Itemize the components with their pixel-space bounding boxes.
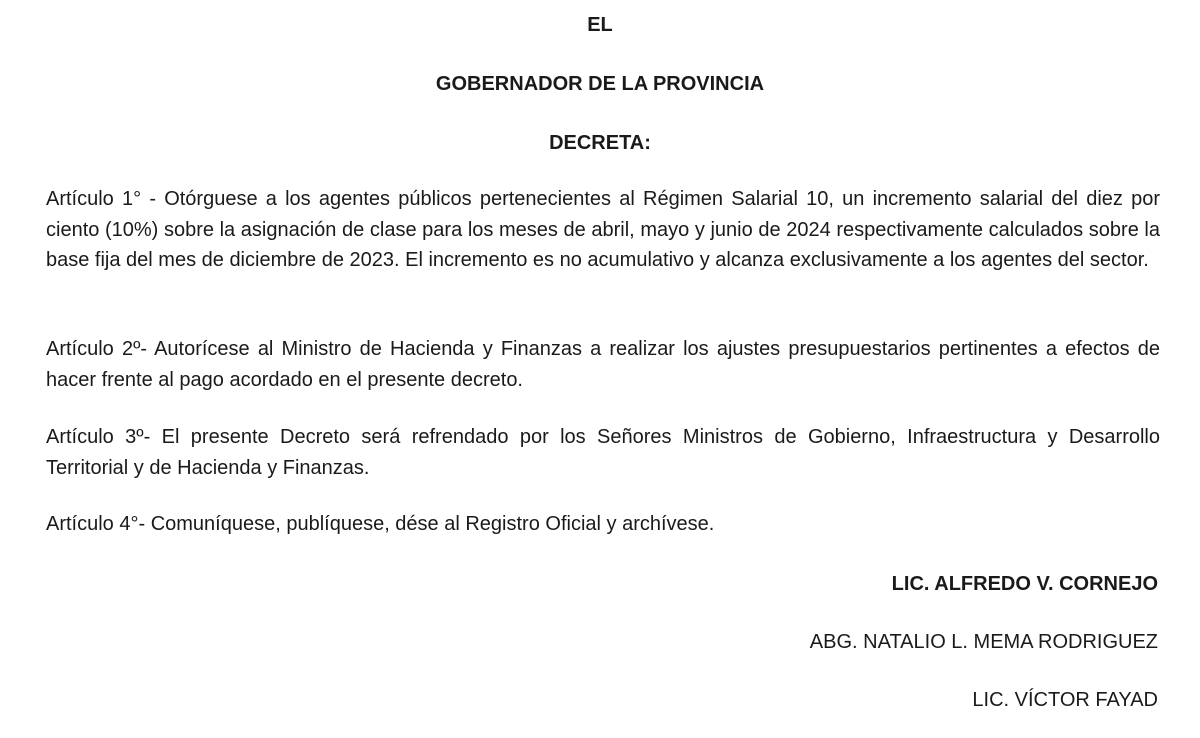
heading-governor: GOBERNADOR DE LA PROVINCIA (435, 73, 765, 95)
article-3: Artículo 3º- El presente Decreto será refrendado por los Señores Ministros de Gobierno, Infraestructura y Desarrollo Territorial y de Hacienda y Finanzas. (46, 426, 1160, 479)
signatory-minister-finance: LIC. VÍCTOR FAYAD (972, 689, 1158, 711)
signatory-minister-government: ABG. NATALIO L. MEMA RODRIGUEZ (809, 631, 1158, 653)
signatory-governor: LIC. ALFREDO V. CORNEJO (891, 573, 1158, 595)
article-2: Artículo 2º- Autorícese al Ministro de Hacienda y Finanzas a realizar los ajustes presupuestarios pertinentes a efectos de hacer frente al pago acordado en el presente decreto. (46, 338, 1160, 391)
heading-el: EL (587, 14, 613, 36)
heading-decreta: DECRETA: (549, 132, 651, 154)
article-4: Artículo 4°- Comuníquese, publíquese, dése al Registro Oficial y archívese. (46, 513, 715, 535)
article-1: Artículo 1° - Otórguese a los agentes públicos pertenecientes al Régimen Salarial 10, un incremento salarial del diez por ciento (10%) sobre la asignación de clase para los meses de abril, mayo y junio de 2024 respectivamente calculados sobre la base fija del mes de diciembre de 2023. El incremento es no acumulativo y alcanza exclusivamente a los agentes del sector. (46, 188, 1160, 271)
